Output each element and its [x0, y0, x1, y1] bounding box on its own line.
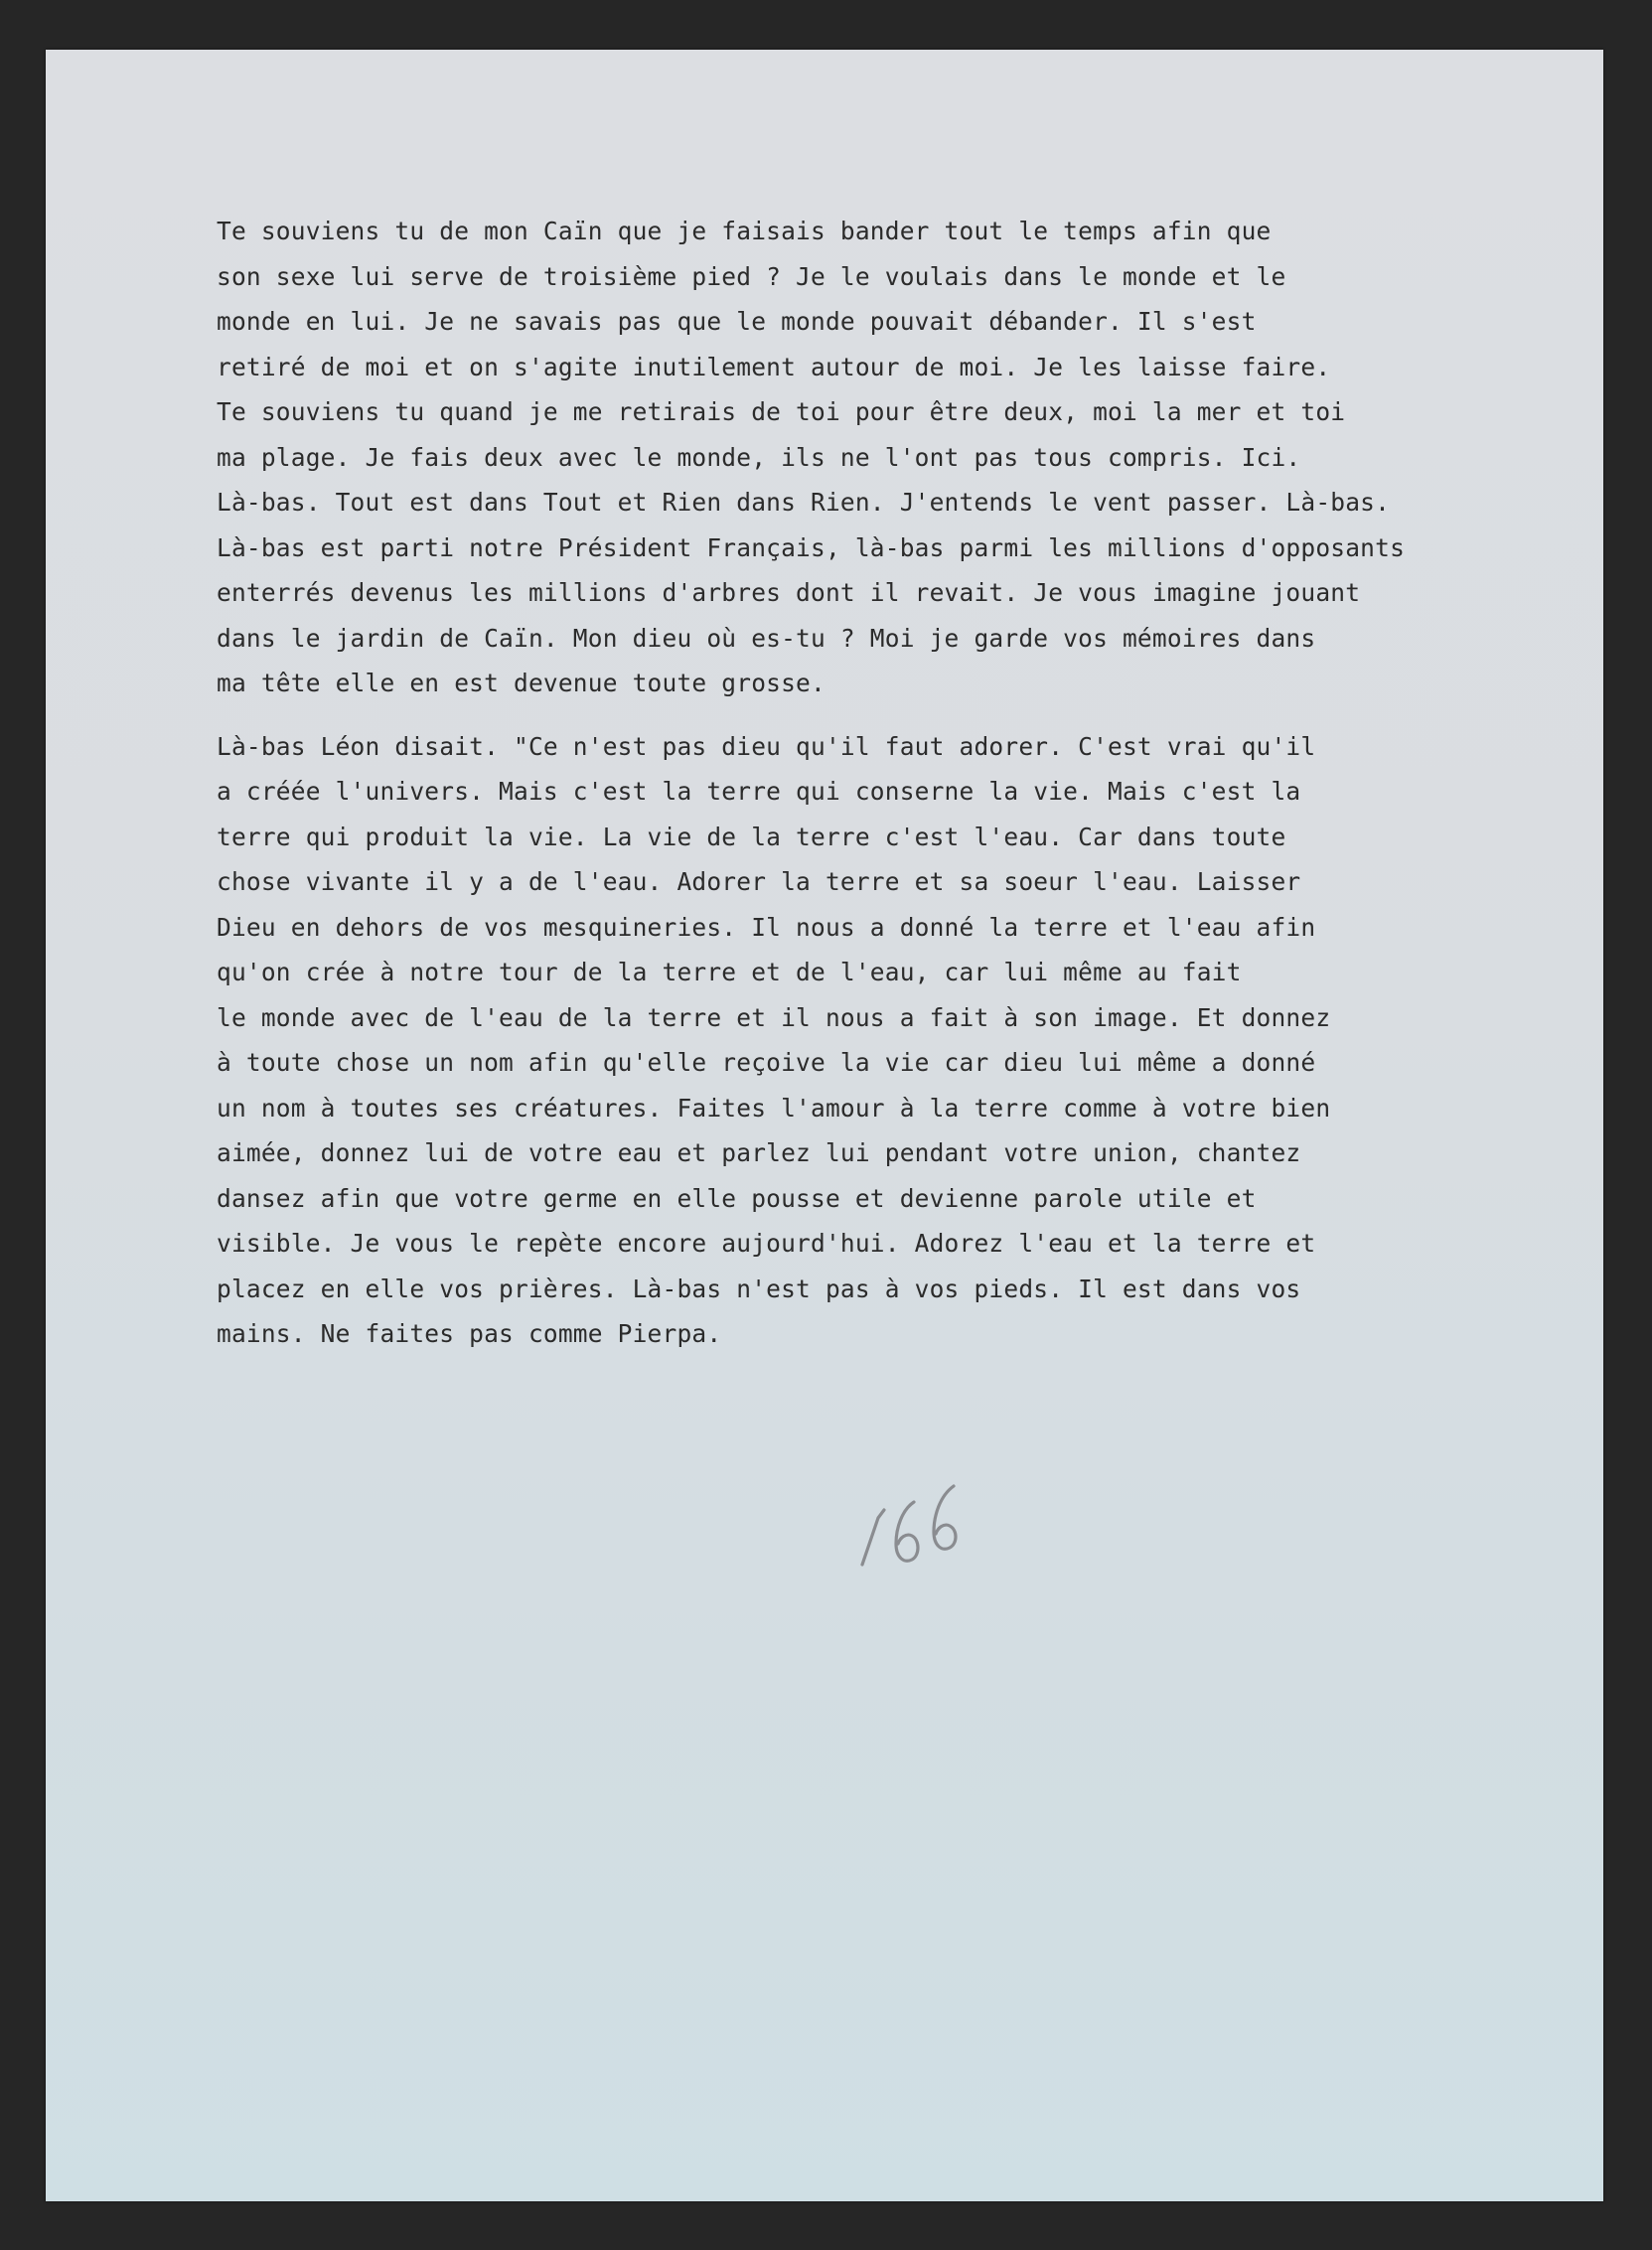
text-line: qu'on crée à notre tour de la terre et de l'eau, car lui même au fait: [217, 958, 1242, 986]
text-line: mains. Ne faites pas comme Pierpa.: [217, 1319, 722, 1348]
text-line: le monde avec de l'eau de la terre et il nous a fait à son image. Et donnez: [217, 1002, 1331, 1032]
text-line: aimée, donnez lui de votre eau et parlez lui pendant votre union, chantez: [217, 1138, 1301, 1167]
text-line: visible. Je vous le repète encore aujourd'hui. Adorez l'eau et la terre et: [217, 1229, 1316, 1258]
text-line: Dieu en dehors de vos mesquineries. Il nous a donné la terre et l'eau afin: [217, 912, 1316, 942]
text-line: Là-bas. Tout est dans Tout et Rien dans Rien. J'entends le vent passer. Là-bas.: [217, 488, 1391, 517]
text-line: dansez afin que votre germe en elle pousse et devienne parole utile et: [217, 1183, 1257, 1213]
text-line: Te souviens tu de mon Caïn que je faisais bander tout le temps afin que: [217, 217, 1272, 245]
text-line: à toute chose un nom afin qu'elle reçoive la vie car dieu lui même a donné: [217, 1048, 1316, 1077]
text-line: dans le jardin de Caïn. Mon dieu où es-tu ? Moi je garde vos mémoires dans: [217, 623, 1316, 653]
text-line: monde en lui. Je ne savais pas que le monde pouvait débander. Il s'est: [217, 307, 1257, 336]
text-line: Là-bas Léon disait. "Ce n'est pas dieu qu'il faut adorer. C'est vrai qu'il: [217, 731, 1316, 761]
pencil-numerals-166: [856, 1470, 985, 1579]
handwritten-page-number: [856, 1470, 985, 1579]
text-line: enterrés devenus les millions d'arbres dont il revait. Je vous imagine jouant: [217, 578, 1361, 607]
text-line: chose vivante il y a de l'eau. Adorer la terre et sa soeur l'eau. Laisser: [217, 867, 1301, 896]
text-line: Te souviens tu quand je me retirais de toi pour être deux, moi la mer et toi: [217, 397, 1346, 426]
paragraph-1: [217, 209, 1548, 706]
text-line: un nom à toutes ses créatures. Faites l'amour à la terre comme à votre bien: [217, 1093, 1331, 1123]
paragraph-2: [217, 724, 1548, 1357]
text-line: son sexe lui serve de troisième pied ? Je le voulais dans le monde et le: [217, 261, 1286, 291]
text-line: ma tête elle en est devenue toute grosse.: [217, 669, 826, 697]
text-line: Là-bas est parti notre Président Français, là-bas parmi les millions d'opposants: [217, 532, 1406, 562]
text-line: ma plage. Je fais deux avec le monde, ils ne l'ont pas tous compris. Ici.: [217, 442, 1301, 472]
typewritten-text: [217, 209, 1548, 1357]
text-line: a créée l'univers. Mais c'est la terre qui conserne la vie. Mais c'est la: [217, 777, 1301, 806]
text-line: placez en elle vos prières. Là-bas n'est pas à vos pieds. Il est dans vos: [217, 1274, 1301, 1303]
text-line: terre qui produit la vie. La vie de la terre c'est l'eau. Car dans toute: [217, 822, 1286, 851]
text-line: retiré de moi et on s'agite inutilement autour de moi. Je les laisse faire.: [217, 352, 1331, 381]
